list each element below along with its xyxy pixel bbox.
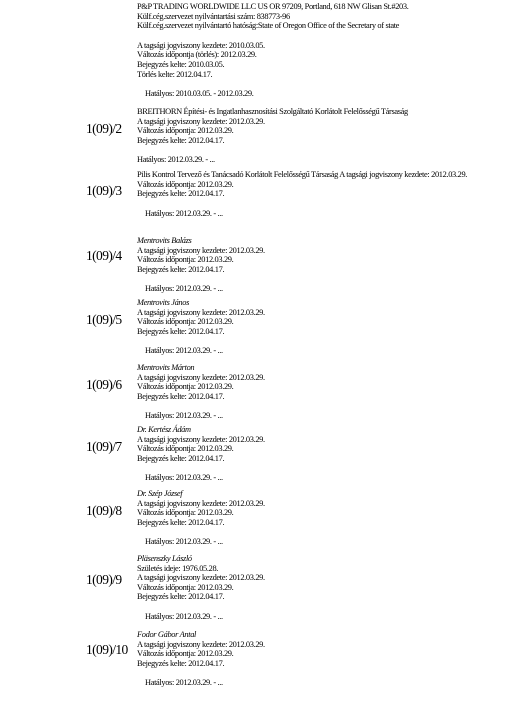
entry-body (137, 425, 507, 483)
registration-date: Bejegyzés kelte: 2012.04.17. (137, 592, 225, 602)
validity: Hatályos: 2012.03.29. - ... (145, 537, 223, 547)
membership-start: A tagsági jogviszony kezdete: 2012.03.29. (137, 573, 265, 583)
entry-number: 1(09)/9 (86, 572, 122, 587)
entry-name: Pläsenszky László (137, 554, 192, 563)
change-date: Változás időpontja: 2012.03.29. (137, 126, 234, 136)
entry-name: BREITHORN Építési- és Ingatlanhasznosítási Szolgáltató Korlátolt Felelősségű Társaság (137, 107, 408, 116)
entry-name: Mentrovits Balázs (137, 236, 192, 245)
registration-date: Bejegyzés kelte: 2010.03.05. (137, 59, 225, 69)
birth-date: Születés ideje: 1976.05.28. (137, 563, 219, 573)
validity: Hatályos: 2012.03.29. - ... (145, 473, 223, 483)
membership-start: A tagsági jogviszony kezdete: 2012.03.29. (137, 372, 265, 382)
entry-body (137, 170, 507, 218)
validity: Hatályos: 2010.03.05. - 2012.03.29. (145, 89, 254, 99)
entry-name: Dr. Szép József (137, 489, 183, 498)
registration-date: Bejegyzés kelte: 2012.04.17. (137, 326, 225, 336)
membership-start: A tagsági jogviszony kezdete: 2012.03.29. (137, 307, 265, 317)
entry-number: 1(09)/2 (86, 121, 122, 136)
registration-date: Bejegyzés kelte: 2012.04.17. (137, 264, 225, 274)
membership-start: A tagsági jogviszony kezdete: 2012.03.29. (137, 116, 265, 126)
entry-body (137, 489, 507, 547)
membership-start: A tagsági jogviszony kezdete: 2010.03.05. (137, 40, 265, 50)
entry-body (137, 554, 507, 622)
entry-number: 1(09)/4 (86, 248, 122, 263)
validity: Hatályos: 2012.03.29. - ... (145, 284, 223, 294)
entry-number: 1(09)/6 (86, 377, 122, 392)
change-date: Változás időpontja: 2012.03.29. (137, 255, 234, 265)
registration-date: Bejegyzés kelte: 2012.04.17. (137, 453, 225, 463)
entry-body (137, 2, 507, 99)
validity: Hatályos: 2012.03.29. - ... (145, 678, 223, 688)
entry-name: Mentrovits Márton (137, 363, 195, 372)
validity: Hatályos: 2012.03.29. - ... (137, 155, 215, 165)
change-date: Változás időpontja (törlés): 2012.03.29. (137, 50, 257, 60)
registration-date: Bejegyzés kelte: 2012.04.17. (137, 135, 225, 145)
registration-date: Bejegyzés kelte: 2012.04.17. (137, 391, 225, 401)
membership-start: A tagsági jogviszony kezdete: 2012.03.29. (137, 639, 265, 649)
entry-number: 1(09)/10 (86, 642, 128, 657)
entry-body (137, 107, 507, 165)
entry-body (137, 630, 507, 688)
registration-date: Bejegyzés kelte: 2012.04.17. (137, 658, 225, 668)
change-date: Változás időpontja: 2012.03.29. (137, 444, 234, 454)
registry-number: Külf.cég.szervezet nyilvántartási szám: 838773-96 (137, 11, 290, 21)
change-date: Változás időpontja: 2012.03.29. (137, 508, 234, 518)
entry-number: 1(09)/5 (86, 312, 122, 327)
registration-date: Bejegyzés kelte: 2012.04.17. (137, 189, 225, 199)
change-date: Változás időpontja: 2012.03.29. (137, 179, 234, 189)
entry-body (137, 363, 507, 421)
membership-start: A tagsági jogviszony kezdete: 2012.03.29. (137, 498, 265, 508)
entry-name: Pilis Kontrol Tervező és Tanácsadó Korlátolt Felelősségű Társaság A tagsági jogviszony kezdete: 2012.03.29. (137, 170, 468, 179)
entry-name: Fodor Gábor Antal (137, 630, 197, 639)
membership-start: A tagsági jogviszony kezdete: 2012.03.29. (137, 245, 265, 255)
deletion-date: Törlés kelte: 2012.04.17. (137, 69, 213, 79)
membership-start: A tagsági jogviszony kezdete: 2012.03.29. (137, 434, 265, 444)
entry-number: 1(09)/7 (86, 439, 122, 454)
registration-date: Bejegyzés kelte: 2012.04.17. (137, 517, 225, 527)
change-date: Változás időpontja: 2012.03.29. (137, 317, 234, 327)
entry-body (137, 236, 507, 294)
validity: Hatályos: 2012.03.29. - ... (145, 346, 223, 356)
entry-name: Dr. Kertész Ádám (137, 425, 191, 434)
entry-number: 1(09)/3 (86, 183, 122, 198)
change-date: Változás időpontja: 2012.03.29. (137, 649, 234, 659)
registry-authority: Külf.cég.szervezet nyilvántartó hatóság:State of Oregon Office of the Secretary of state (137, 21, 400, 31)
validity: Hatályos: 2012.03.29. - ... (145, 208, 223, 218)
entry-name: P&P TRADING WORLDWIDE LLC US OR 97209, Portland, 618 NW Glisan St.#203. (137, 2, 409, 11)
change-date: Változás időpontja: 2012.03.29. (137, 382, 234, 392)
entry-name: Mentrovits János (137, 298, 190, 307)
validity: Hatályos: 2012.03.29. - ... (145, 411, 223, 421)
change-date: Változás időpontja: 2012.03.29. (137, 582, 234, 592)
entry-number: 1(09)/8 (86, 503, 122, 518)
validity: Hatályos: 2012.03.29. - ... (145, 611, 223, 621)
entry-body (137, 298, 507, 356)
